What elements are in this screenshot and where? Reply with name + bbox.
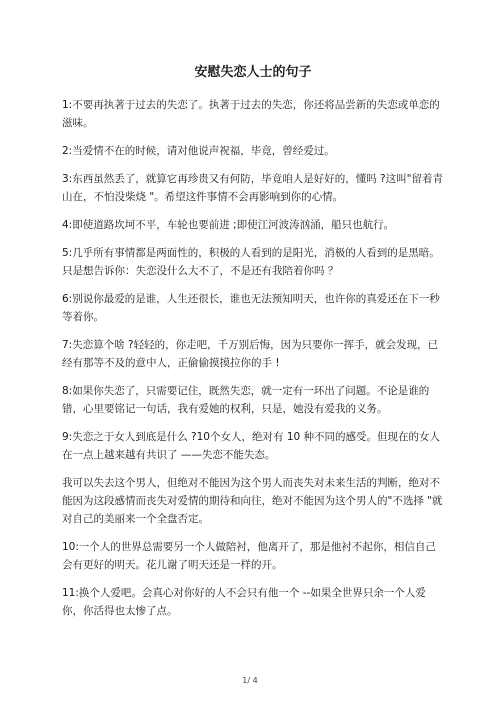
paragraph-9: 9:失恋之于女人到底是什么 ?10个女人，绝对有 10 种不同的感受。但现在的女人在一点上越来越有共识了 ——失恋不能失态。 — [62, 431, 441, 461]
paragraph-1: 1:不要再执著于过去的失恋了。执著于过去的失恋，你还将品尝新的失恋或单恋的滋味。 — [62, 99, 440, 129]
paragraph-6: 6:别说你最爱的是谁，人生还很长，谁也无法预知明天，也许你的真爱还在下一秒等着你。 — [62, 293, 440, 323]
paragraph-8: 8:如果你失恋了，只需要记住，既然失恋，就一定有一环出了问题。不论是谁的错，心里要铭记一句话，我有爱她的权利，只是，她没有爱我的义务。 — [62, 385, 430, 415]
paragraph-5: 5:几乎所有事情都是两面性的，积极的人看到的是阳光，消极的人看到的是黑暗。只是想告诉你：失恋没什么大不了，不是还有我陪着你吗 ？ — [62, 247, 440, 277]
paragraph-9-continuation: 我可以失去这个男人，但绝对不能因为这个男人而丧失对未来生活的判断，绝对不能因为这段感情而丧失对爱情的期待和向往，绝对不能因为这个男人的"不选择 "就对自己的美丽来一个全盘否定。 — [62, 477, 443, 525]
paragraph-3: 3:东西虽然丢了，就算它再珍贵又有何防，毕竟咱人是好好的，懂吗 ?这叫"留着青山在，不怕没柴烧 "。希望这件事情不会再影响到你的心情。 — [62, 173, 443, 203]
paragraph-2: 2:当爱情不在的时候，请对他说声祝福，毕竟，曾经爱过。 — [62, 145, 335, 157]
document-title: 安慰失恋人士的句子 — [194, 65, 312, 80]
paragraph-7: 7:失恋算个啥 ?轻轻的，你走吧，千万别后悔，因为只要你一挥手，就会发现，已经有那等不及的意中人，正偷偷摸摸拉你的手 ! — [62, 339, 439, 369]
page-number: 1/ 4 — [242, 676, 258, 685]
paragraph-10: 10:一个人的世界总需要另一个人做陪衬，他离开了，那是他衬不起你，相信自己会有更好的明天。花儿谢了明天还是一样的开。 — [62, 541, 436, 571]
paragraph-4: 4:即使道路坎坷不平，车轮也要前进 ;即使江河波涛汹涌，船只也航行。 — [62, 219, 395, 231]
paragraph-11: 11:换个人爱吧。会真心对你好的人不会只有他一个 --如果全世界只余一个人爱你，你活得也太惨了点。 — [62, 587, 426, 617]
